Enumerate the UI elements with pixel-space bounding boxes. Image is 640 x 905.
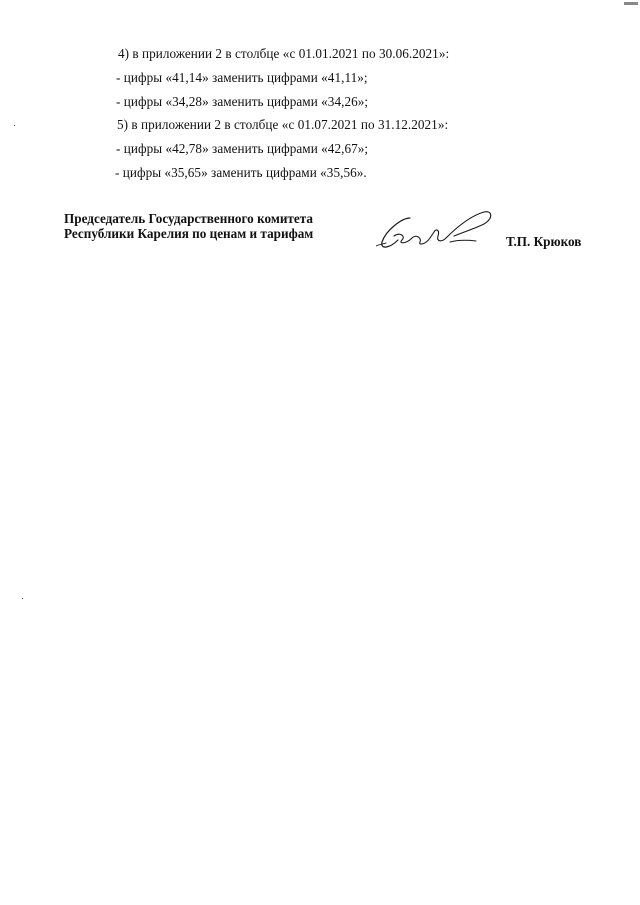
scan-artifact [22, 598, 23, 599]
amendment-item-4: 4) в приложении 2 в столбце «с 01.01.2021 по 30.06.2021»: [118, 46, 450, 61]
amendment-subitem: - цифры «34,28» заменить цифрами «34,26»; [116, 94, 369, 109]
signatory-position-line: Республики Карелия по ценам и тарифам [64, 226, 314, 241]
amendment-subitem: - цифры «41,14» заменить цифрами «41,11»; [116, 70, 368, 85]
signatory-position-line: Председатель Государственного комитета [64, 211, 313, 226]
signer-name: Т.П. Крюков [506, 234, 582, 249]
amendment-item-5: 5) в приложении 2 в столбце «с 01.07.2021 по 31.12.2021»: [117, 117, 449, 132]
amendment-subitem: - цифры «42,78» заменить цифрами «42,67»; [116, 141, 369, 156]
scan-artifact [624, 2, 638, 5]
amendment-subitem: - цифры «35,65» заменить цифрами «35,56». [115, 165, 367, 180]
handwritten-signature [376, 206, 496, 254]
signatory-position [64, 211, 313, 241]
scan-artifact [14, 125, 15, 126]
